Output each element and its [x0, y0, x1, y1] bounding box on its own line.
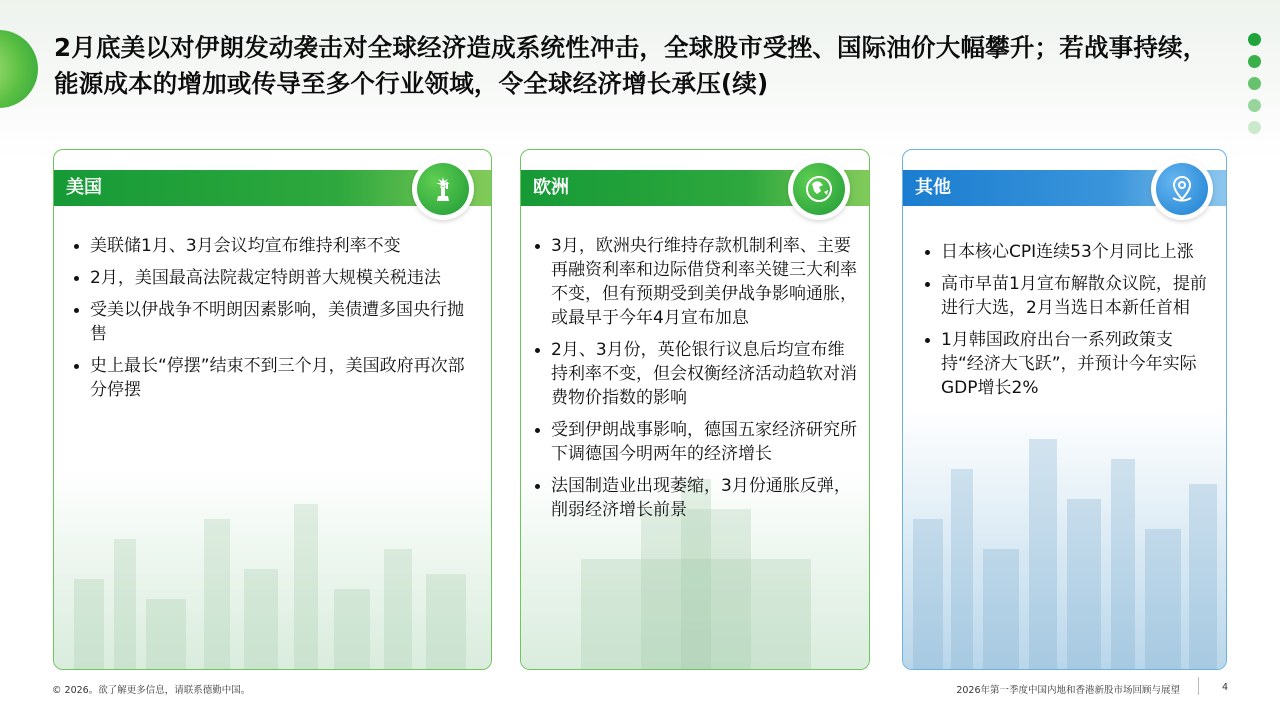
list-item: 1月韩国政府出台一系列政策支持“经济大飞跃”，并预计今年实际GDP增长2%	[923, 328, 1213, 400]
city-skyline-background	[54, 469, 491, 669]
list-item: 高市早苗1月宣布解散众议院，提前进行大选，2月当选日本新任首相	[923, 272, 1213, 320]
card-europe	[520, 149, 870, 670]
nav-dot	[1248, 33, 1261, 46]
card-header: 美国	[54, 170, 491, 206]
city-skyline-background	[903, 409, 1226, 669]
globe-europe-icon	[788, 158, 850, 220]
nav-dot	[1248, 99, 1261, 112]
list-item: 受美以伊战争不明朗因素影响，美债遭多国央行抛售	[72, 298, 477, 346]
nav-dot	[1248, 55, 1261, 68]
page-title: 2月底美以对伊朗发动袭击对全球经济造成系统性冲击，全球股市受挫、国际油价大幅攀升；若战事持续，能源成本的增加或传导至多个行业领域，令全球经济增长承压(续)	[54, 33, 1208, 98]
nav-dot	[1248, 77, 1261, 90]
list-item: 3月，欧洲央行维持存款机制利率、主要再融资利率和边际借贷利率关键三大利率不变，但有预期受到美伊战争影响通胀，或最早于今年4月宣布加息	[533, 234, 859, 330]
footer-divider	[1198, 677, 1199, 695]
nav-dots	[1248, 33, 1262, 143]
statue-of-liberty-icon	[412, 158, 474, 220]
list-item: 2月、3月份，英伦银行议息后均宣布维持利率不变，但会权衡经济活动趋软对消费物价指数的影响	[533, 338, 859, 410]
list-item: 史上最长“停摆”结束不到三个月，美国政府再次部分停摆	[72, 354, 477, 402]
card-header: 欧洲	[521, 170, 869, 206]
usa-list	[72, 234, 477, 410]
card-header: 其他	[903, 170, 1226, 206]
page-number: 4	[1222, 682, 1229, 693]
footer-copyright: © 2026。欲了解更多信息，请联系德勤中国。	[52, 685, 251, 696]
europe-list	[533, 234, 859, 530]
list-item: 2月，美国最高法院裁定特朗普大规模关税违法	[72, 266, 477, 290]
others-list	[923, 240, 1213, 408]
list-item: 受到伊朗战事影响，德国五家经济研究所下调德国今明两年的经济增长	[533, 418, 859, 466]
list-item: 法国制造业出现萎缩，3月份通胀反弹，削弱经济增长前景	[533, 474, 859, 522]
footer-report-title: 2026年第一季度中国内地和香港新股市场回顾与展望	[956, 685, 1180, 696]
card-usa	[53, 149, 492, 670]
location-pin-icon	[1151, 158, 1213, 220]
list-item: 美联储1月、3月会议均宣布维持利率不变	[72, 234, 477, 258]
list-item: 日本核心CPI连续53个月同比上涨	[923, 240, 1213, 264]
card-others	[902, 149, 1227, 670]
nav-dot	[1248, 121, 1261, 134]
